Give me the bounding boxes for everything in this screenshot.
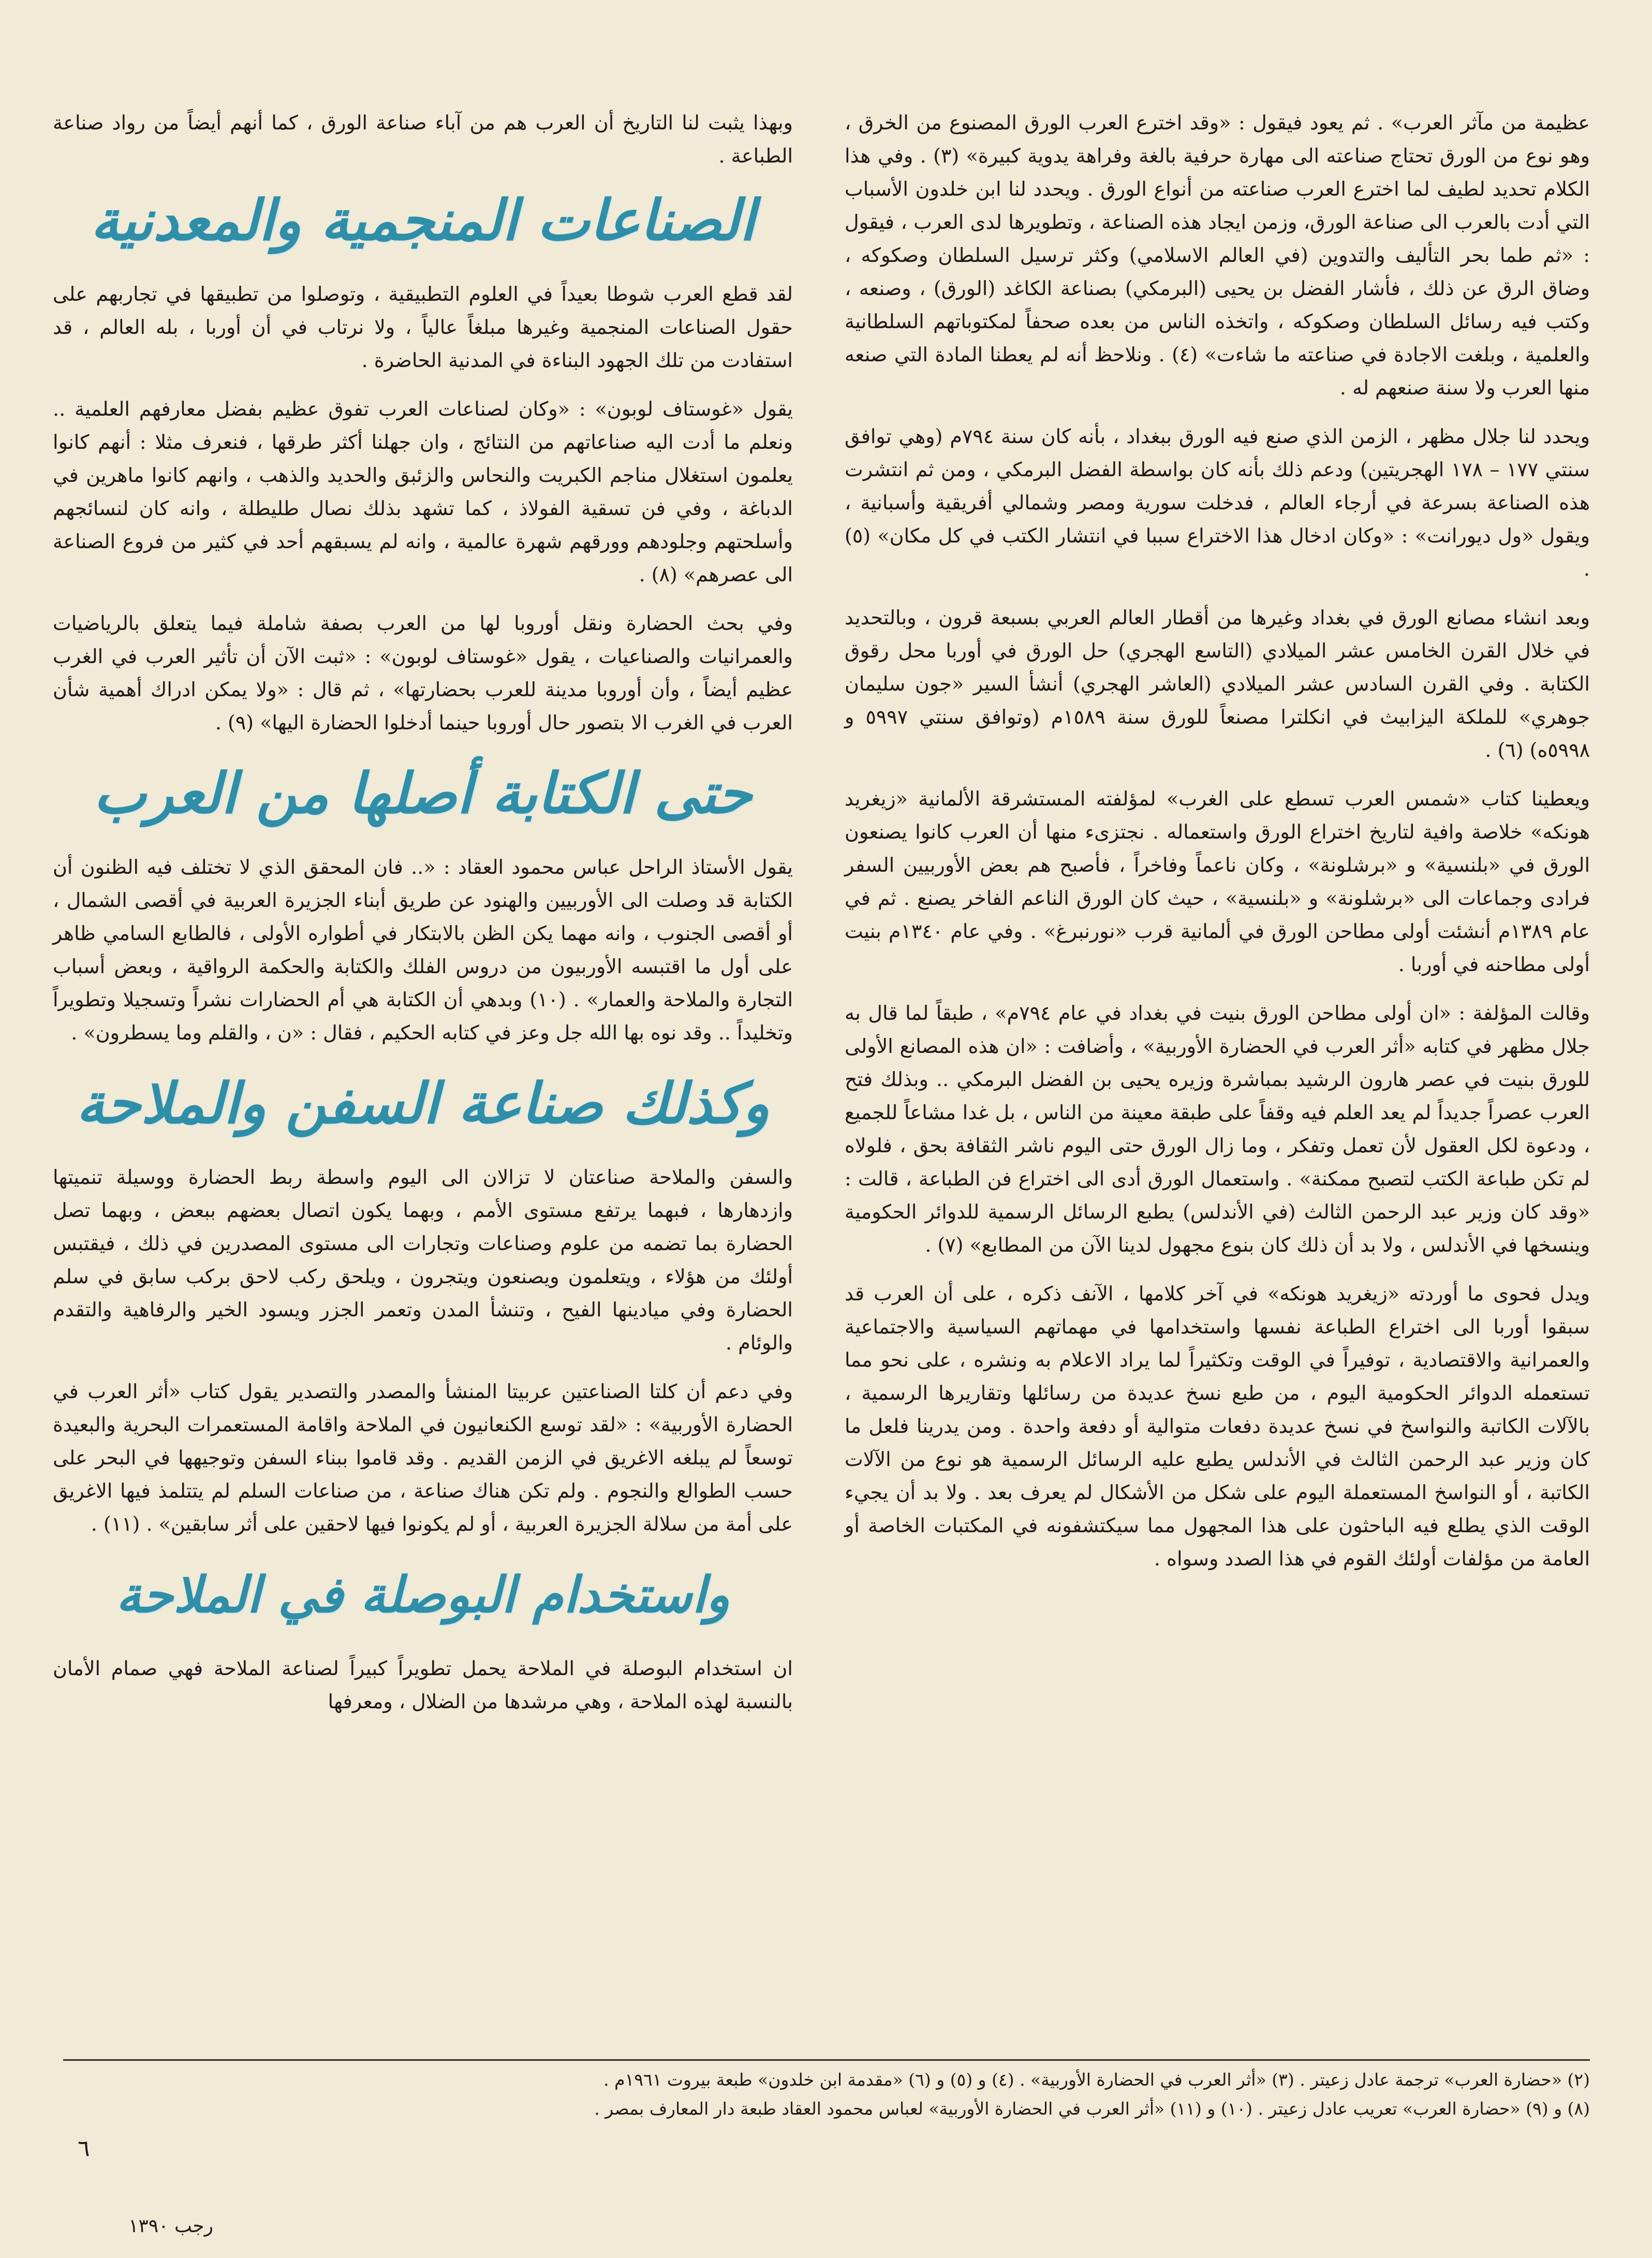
paragraph: ويحدد لنا جلال مظهر ، الزمن الذي صنع فيه الورق ببغداد ، بأنه كان سنة ٧٩٤م (وهي توافق سنتي ١٧٧ – ١٧٨ الهجريتين) ودعم ذلك بأنه كان بواسطة الفضل البرمكي ، ومن ثم انتشرت هذه الصناعة بسرعة في أرجاء العالم ، فدخلت سورية ومصر وشمالي أفريقية وأسبانية ، ويقول «ول ديورانت» : «وكان ادخال هذا الاختراع سببا في انتشار الكتب في كل مكان» (٥) . xyxy=(845,425,1590,580)
paragraph: وقالت المؤلفة : «ان أولى مطاحن الورق بنيت في بغداد في عام ٧٩٤م» ، طبقاً لما قال به جلال مظهر في كتابه «أثر العرب في الحضارة الأوربية» ، وأضافت : «ان هذه المصانع الأولى للورق بنيت في عصر هارون الرشيد بمباشرة وزيره يحيى بن الفضل البرمكي .. وبذلك فتح العرب عصراً جديداً لم يعد العلم فيه وقفاً على طبقة معينة من الناس ، بل غدا مشاعاً للجميع ، ودعوة لكل العقول لأن تعمل وتفكر ، وما زال الورق حتى اليوم ناشر الثقافة بحق ، فلولاه لم تكن طباعة الكتب لتصبح ممكنة» . واستعمال الورق أدى الى اختراع فن الطباعة ، قالت : «وقد كان وزير عبد الرحمن الثالث (في الأندلس) يطبع الرسائل الرسمية للدوائر الحكومية وينسخها في الأندلس ، ولا بد أن ذلك كان بنوع مجهول لدينا الآن من المطابع» (٧) . xyxy=(845,1002,1590,1256)
footnotes xyxy=(63,2065,1590,2123)
paragraph: ويعطينا كتاب «شمس العرب تسطع على الغرب» لمؤلفته المستشرقة الألمانية «زيغريد هونكه» خلاصة وافية لتاريخ اختراع الورق واستعماله . نجتزىء منها أن العرب كانوا يصنعون الورق في «بلنسية» و «برشلونة» ، وكان ناعماً وفاخراً ، فأصبح هم بعض الأوربيين السفر فرادى وجماعات الى «برشلونة» و «بلنسية» ، حيث كان الورق الناعم الفاخر يصنع . ثم في عام ١٣٨٩م أنشئت أولى مطاحن الورق في ألمانية قرب «نورنبرغ» . وفي عام ١٣٤٠م بنيت أولى مطاحنه في أوربا . xyxy=(845,787,1590,976)
section-heading-shipbuilding: وكذلك صناعة السفن والملاحة xyxy=(76,1071,770,1136)
paragraph: وبهذا يثبت لنا التاريخ أن العرب هم من آباء صناعة الورق ، كما أنهم أيضاً من رواد صناعة الطباعة . xyxy=(53,111,793,167)
right-column xyxy=(845,106,1590,1591)
paragraph: والسفن والملاحة صناعتان لا تزالان الى اليوم واسطة ربط الحضارة ووسيلة تنميتها وازدهارها ، فبهما يرتفع مستوى الأمم ، وبهما يكون اتصال بعضهم ببعض ، وبهما تصل الحضارة بما تضمه من علوم وصناعات وتجارات الى مستوى المصدرين في ذلك ، فيقتبس أولئك من هؤلاء ، ويتعلمون ويصنعون ويتجرون ، ويلحق ركب لاحق بركب سابق في سلم الحضارة وفي ميادينها الفيح ، وتنشأ المدن وتعمر الجزر ويسود الخير والرفاهية والتقدم والوئام . xyxy=(53,1166,793,1354)
footnote-line: (٢) «حضارة العرب» ترجمة عادل زعيتر . (٣) «أثر العرب في الحضارة الأوربية» . (٤) و (٥) و (٦) «مقدمة ابن خلدون» طبعة بيروت ١٩٦١م . xyxy=(603,2070,1590,2090)
issue-date: رجب ١٣٩٠ xyxy=(128,2216,213,2237)
paragraph: ويدل فحوى ما أوردته «زيغريد هونكه» في آخر كلامها ، الآنف ذكره ، على أن العرب قد سبقوا أوربا الى اختراع الطباعة نفسها واستخدامها في مهماتهم السياسية والاجتماعية والعمرانية والاقتصادية ، توفيراً في الوقت وتكثيراً لما يراد الاعلام به ونشره ، على نحو مما تستعمله الدوائر الحكومية اليوم ، من طبع نسخ عديدة من رسائلها وتقاريرها الرسمية ، بالآلات الكاتبة والنواسخ في نسخ عديدة دفعات متوالية أو دفعة واحدة . ومن يدرينا فلعل ما كان وزير عبد الرحمن الثالث في الأندلس يطبع عليه الرسائل الرسمية هو نوع من الآلات الكاتبة ، أو النواسخ المستعملة اليوم على شكل من الأشكال لم يعرف بعد . ولا بد أن يجيء الوقت الذي يطلع فيه الباحثون على هذا المجهول مما سيكتشفونه في المكتبات الخاصة أو العامة من مؤلفات أولئك القوم في هذا الصدد وسواه . xyxy=(845,1282,1590,1570)
paragraph: يقول «غوستاف لوبون» : «وكان لصناعات العرب تفوق عظيم بفضل معارفهم العلمية .. ونعلم ما أدت اليه صناعاتهم من النتائج ، وان جهلنا أكثر طرقها ، فنعرف مثلا : أنهم كانوا يعلمون استغلال مناجم الكبريت والنحاس والزئبق والحديد والذهب ، وانهم كانوا ماهرين في الدباغة ، وفي فن تسقية الفولاذ ، كما تشهد بذلك نصال طليطلة ، وانه كان لنسائجهم وأسلحتهم وجلودهم وورقهم شهرة عالمية ، وانه لم يسبقهم أحد في كثير من فروع الصناعة الى عصرهم» (٨) . xyxy=(53,398,793,586)
section-heading-writing-origin: حتى الكتابة أصلها من العرب xyxy=(93,761,753,826)
section-heading-compass: واستخدام البوصلة في الملاحة xyxy=(116,1565,730,1624)
paragraph: عظيمة من مآثر العرب» . ثم يعود فيقول : «وقد اخترع العرب الورق المصنوع من الخرق ، وهو نوع من الورق تحتاج صناعته الى مهارة حرفية بالغة وفراهة يدوية كبيرة» (٣) . وفي هذا الكلام تحديد لطيف لما اخترع العرب صناعته من أنواع الورق . ويحدد لنا ابن خلدون الأسباب التي أدت بالعرب الى صناعة الورق، وزمن ايجاد هذه الصناعة ، وتطويرها لدى العرب ، فيقول : «ثم طما بحر التأليف والتدوين (في العالم الاسلامي) وكثر ترسيل السلطان وصكوكه ، وضاق الرق عن ذلك ، فأشار الفضل بن يحيى (البرمكي) بصناعة الكاغد (الورق) ، وصنعه ، وكتب فيه رسائل السلطان وصكوكه ، واتخذه الناس من بعده صحفاً لمكتوباتهم السلطانية والعلمية ، وبلغت الاجادة في صناعته ما شاءت» (٤) . ونلاحظ أنه لم يعطنا المادة التي صنعه منها العرب ولا سنة صنعهم له . xyxy=(845,111,1590,399)
section-heading-mining-industries: الصناعات المنجمية والمعدنية xyxy=(91,188,755,253)
footnote-line: (٨) و (٩) «حضارة العرب» تعريب عادل زعيتر . (١٠) و (١١) «أثر العرب في الحضارة الأوربية» لعباس محمود العقاد طبعة دار المعارف بمصر . xyxy=(594,2099,1590,2119)
left-column xyxy=(53,106,793,1734)
paragraph: ان استخدام البوصلة في الملاحة يحمل تطويراً كبيراً لصناعة الملاحة فهي صمام الأمان بالنسبة لهذه الملاحة ، وهي مرشدها من الضلال ، ومعرفها xyxy=(53,1657,793,1713)
footnote-divider xyxy=(63,2059,1590,2061)
paragraph: وفي بحث الحضارة ونقل أوروبا لها من العرب بصفة شاملة فيما يتعلق بالرياضيات والعمرانيات والصناعيات ، يقول «غوستاف لوبون» : «ثبت الآن أن تأثير العرب في الغرب عظيم أيضاً ، وأن أوروبا مدينة للعرب بحضارتها» ، ثم قال : «ولا يمكن ادراك أهمية شأن العرب في الغرب الا بتصور حال أوروبا حينما أدخلوا الحضارة اليها» (٩) . xyxy=(53,612,793,734)
paragraph: وبعد انشاء مصانع الورق في بغداد وغيرها من أقطار العالم العربي بسبعة قرون ، وبالتحديد في خلال القرن الخامس عشر الميلادي (التاسع الهجري) حل الورق في أوربا محل رقوق الكتابة . وفي القرن السادس عشر الميلادي (العاشر الهجري) أنشأ السير «جون سليمان جوهري» للملكة اليزابيث في انكلترا مصنعاً للورق سنة ١٥٨٩م (وتوافق سنتي ٥٩٩٧ و ٥٩٩٨ه) (٦) . xyxy=(845,606,1590,761)
paragraph: وفي دعم أن كلتا الصناعتين عربيتا المنشأ والمصدر والتصدير يقول كتاب «أثر العرب في الحضارة الأوربية» : «لقد توسع الكنعانيون في الملاحة واقامة المستعمرات البحرية والبعيدة توسعاً لم يبلغه الاغريق في الزمن القديم . وقد قاموا ببناء السفن وتوجيهها في البحر على حسب الطوالع والنجوم . ولم تكن هناك صناعة ، من صناعات السلم لم يتتلمذ فيها الاغريق على أمة من سلالة الجزيرة العربية ، أو لم يكونوا فيها لاحقين على أثر سابقين» . (١١) . xyxy=(53,1380,793,1535)
paragraph: لقد قطع العرب شوطا بعيداً في العلوم التطبيقية ، وتوصلوا من تطبيقها في تجاربهم على حقول الصناعات المنجمية وغيرها مبلغاً عالياً ، ولا نرتاب في أن أوربا ، بله العالم ، قد استفادت من تلك الجهود البناءة في المدنية الحاضرة . xyxy=(53,283,793,372)
page-number: ٦ xyxy=(78,2135,90,2162)
paragraph: يقول الأستاذ الراحل عباس محمود العقاد : «.. فان المحقق الذي لا تختلف فيه الظنون أن الكتابة قد وصلت الى الأوربيين والهنود عن طريق أبناء الجزيرة العربية في أقصى الشمال ، أو أقصى الجنوب ، وانه مهما يكن الظن بالابتكار في أطواره الأولى ، فالطابع السامي ظاهر على أول ما اقتبسه الأوربيون من دروس الفلك والكتابة والحكمة الرواقية ، وبعض أسباب التجارة والملاحة والعمار» . (١٠) وبدهي أن الكتابة هي أم الحضارات نشراً وتسجيلا وتطويراً وتخليداً .. وقد نوه بها الله جل وعز في كتابه الحكيم ، فقال : «ن ، والقلم وما يسطرون» . xyxy=(53,856,793,1044)
